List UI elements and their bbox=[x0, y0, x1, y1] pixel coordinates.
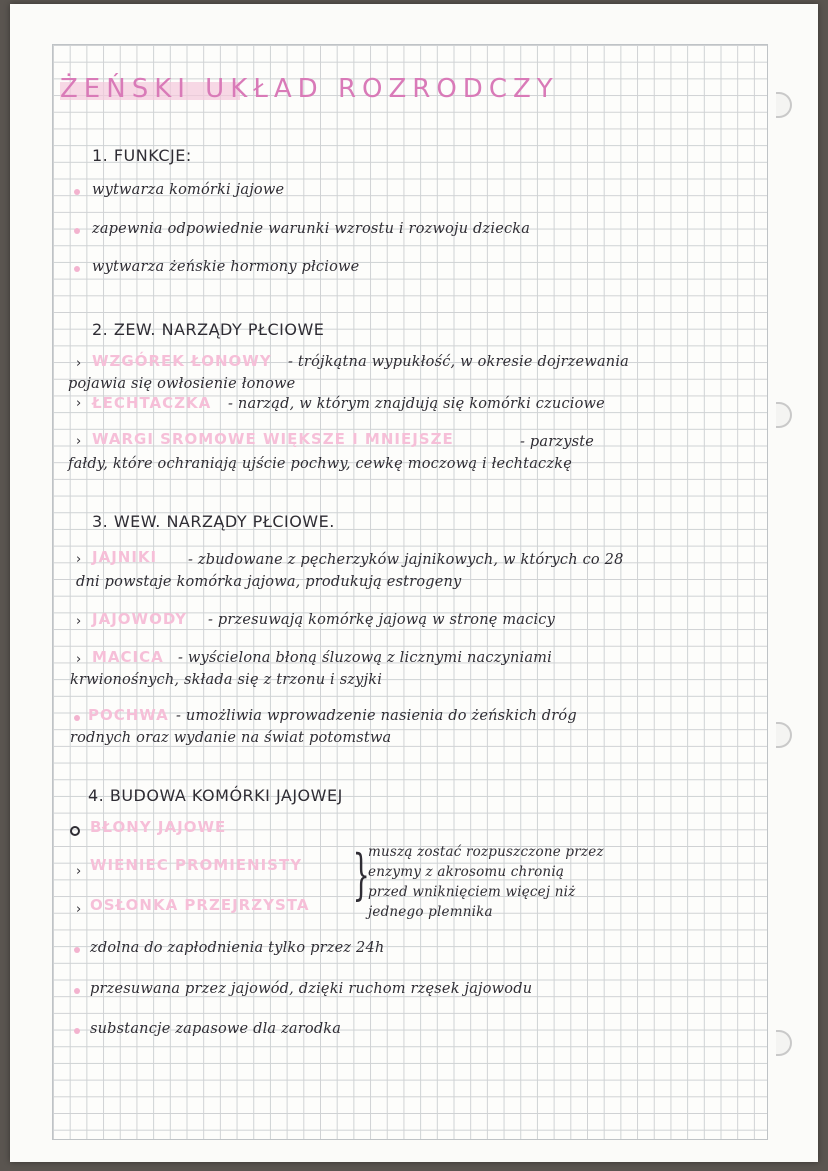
definition: rodnych oraz wydanie na świat potomstwa bbox=[70, 730, 392, 746]
list-item: wytwarza żeńskie hormony płciowe bbox=[92, 259, 360, 275]
section-heading-egg-cell: 4. BUDOWA KOMÓRKI JAJOWEJ bbox=[88, 786, 343, 805]
definition: krwionośnych, składa się z trzonu i szyjki bbox=[70, 672, 383, 688]
circle-bullet bbox=[70, 826, 80, 836]
brace-note: muszą zostać rozpuszczone przez bbox=[368, 844, 604, 860]
term-egg-membranes: BŁONY JAJOWE bbox=[90, 818, 227, 836]
definition: dni powstaje komórka jajowa, produkują estrogeny bbox=[76, 574, 462, 590]
bullet bbox=[74, 266, 80, 272]
list-item: wytwarza komórki jajowe bbox=[92, 182, 285, 198]
arrow-bullet: › bbox=[76, 396, 82, 411]
arrow-bullet: › bbox=[76, 434, 82, 449]
brace-note: jednego plemnika bbox=[368, 904, 493, 920]
arrow-bullet: › bbox=[76, 356, 82, 371]
bullet bbox=[74, 988, 80, 994]
list-item: zdolna do zapłodnienia tylko przez 24h bbox=[90, 940, 385, 956]
definition: - wyścielona błoną śluzową z licznymi naczyniami bbox=[178, 650, 552, 666]
bullet bbox=[74, 715, 80, 721]
bullet bbox=[74, 947, 80, 953]
definition: - trójkątna wypukłość, w okresie dojrzewania bbox=[288, 354, 630, 370]
list-item: zapewnia odpowiednie warunki wzrostu i rozwoju dziecka bbox=[92, 221, 531, 237]
page-title: ŻEŃSKI UKŁAD ROZRODCZY bbox=[60, 74, 559, 104]
bullet bbox=[74, 228, 80, 234]
definition: pojawia się owłosienie łonowe bbox=[68, 376, 296, 392]
definition: - zbudowane z pęcherzyków jajnikowych, w których co 28 bbox=[188, 552, 624, 568]
arrow-bullet: › bbox=[76, 552, 82, 567]
list-item: przesuwana przez jajowód, dzięki ruchom rzęsek jajowodu bbox=[90, 981, 533, 997]
bullet bbox=[74, 1028, 80, 1034]
term-uterus: MACICA bbox=[92, 648, 164, 666]
definition: fałdy, które ochraniają ujście pochwy, cewkę moczową i łechtaczkę bbox=[68, 456, 572, 472]
term-vagina: POCHWA bbox=[88, 706, 169, 724]
section-heading-external-organs: 2. ZEW. NARZĄDY PŁCIOWE bbox=[92, 320, 325, 339]
arrow-bullet: › bbox=[76, 864, 82, 879]
list-item: substancje zapasowe dla zarodka bbox=[90, 1021, 342, 1037]
definition: - parzyste bbox=[520, 434, 595, 450]
curly-brace: } bbox=[352, 843, 370, 906]
term-clitoris: ŁECHTACZKA bbox=[92, 394, 212, 412]
term-zona-pellucida: OSŁONKA PRZEJRZYSTA bbox=[90, 896, 310, 914]
definition: - narząd, w którym znajdują się komórki czuciowe bbox=[228, 396, 605, 412]
term-labia: WARGI SROMOWE WIĘKSZE I MNIEJSZE bbox=[92, 430, 454, 448]
section-heading-internal-organs: 3. WEW. NARZĄDY PŁCIOWE. bbox=[92, 512, 335, 531]
arrow-bullet: › bbox=[76, 652, 82, 667]
brace-note: enzymy z akrosomu chronią bbox=[368, 864, 565, 880]
grid-paper bbox=[52, 44, 768, 1140]
term-corona-radiata: WIENIEC PROMIENISTY bbox=[90, 856, 303, 874]
term-mons-pubis: WZGÓREK ŁONOWY bbox=[92, 352, 272, 370]
arrow-bullet: › bbox=[76, 902, 82, 917]
brace-note: przed wniknięciem więcej niż bbox=[368, 884, 576, 900]
bullet bbox=[74, 189, 80, 195]
section-heading-functions: 1. FUNKCJE: bbox=[92, 146, 192, 165]
definition: - przesuwają komórkę jajową w stronę macicy bbox=[208, 612, 556, 628]
arrow-bullet: › bbox=[76, 614, 82, 629]
term-ovaries: JAJNIKI bbox=[92, 548, 158, 566]
term-oviducts: JAJOWODY bbox=[92, 610, 188, 628]
definition: - umożliwia wprowadzenie nasienia do żeńskich dróg bbox=[176, 708, 577, 724]
